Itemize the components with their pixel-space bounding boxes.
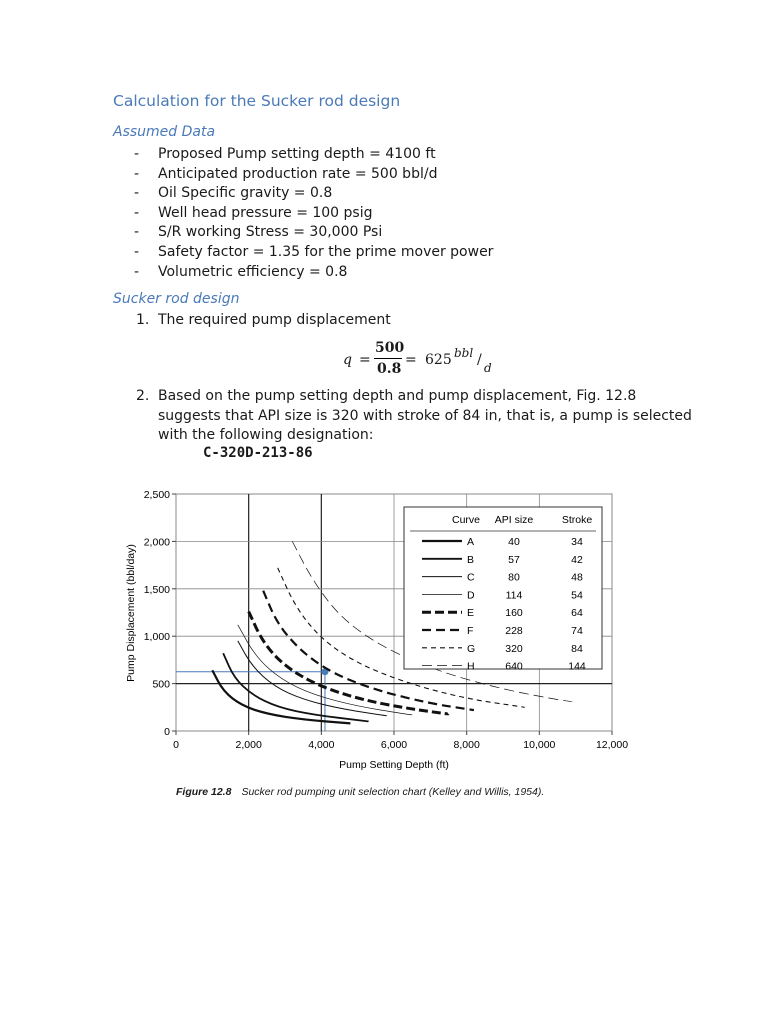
step-text: suggests that API size is 320 with stroke of 84 in, that is, a pump is selected (158, 407, 692, 424)
x-tick-label: 6,000 (380, 739, 408, 751)
sucker-rod-design-heading: Sucker rod design (113, 291, 240, 307)
formula-equals: = (359, 352, 371, 368)
fraction-bar (374, 358, 402, 359)
legend-api-size: 320 (505, 642, 523, 655)
legend-curve-label: B (467, 553, 475, 566)
chart-legend (404, 507, 602, 673)
x-tick-label: 4,000 (308, 739, 335, 751)
page-title: Calculation for the Sucker rod design (113, 92, 401, 110)
figure-label: Figure 12.8 (176, 786, 232, 798)
x-axis-label: Pump Setting Depth (ft) (339, 759, 449, 771)
legend-stroke: 48 (571, 571, 583, 584)
step-number: 2. (136, 388, 150, 404)
x-tick-label: 2,000 (235, 739, 262, 751)
assumed-data-heading: Assumed Data (113, 124, 216, 140)
legend-api-size: 228 (505, 625, 523, 637)
legend-api-size: 114 (505, 589, 523, 602)
x-tick-label: 8,000 (453, 739, 480, 751)
legend-api-size: 40 (508, 536, 520, 548)
step-number: 1. (136, 312, 150, 328)
step-text: with the following designation: (158, 427, 374, 444)
legend-stroke: 54 (571, 589, 583, 602)
legend-curve-label: H (467, 660, 475, 673)
y-tick-label: 2,500 (143, 489, 170, 501)
curve-b (223, 653, 368, 721)
legend-stroke: 64 (571, 607, 583, 620)
legend-stroke: 84 (571, 642, 583, 655)
formula-lhs: q (343, 352, 352, 368)
formula-result: 625 (425, 352, 452, 368)
formula-numerator: 500 (375, 340, 405, 356)
step-text: The required pump displacement (158, 312, 391, 328)
legend-api-size: 160 (505, 607, 523, 620)
legend-curve-label: F (467, 625, 474, 637)
legend-stroke: 74 (571, 625, 583, 637)
legend-curve-label: C (467, 571, 475, 584)
x-tick-label: 12,000 (595, 739, 629, 751)
y-tick-label: 1,000 (143, 631, 170, 644)
legend-api-size: 640 (505, 660, 523, 673)
formula-equals-2: = (405, 352, 417, 368)
legend-stroke: 42 (571, 553, 583, 566)
formula-unit-denominator: d (484, 361, 492, 375)
figure-caption (176, 786, 544, 798)
legend-curve-label: G (467, 642, 476, 655)
y-tick-label: 0 (164, 726, 170, 738)
legend-curve-label: D (467, 589, 475, 602)
step-text: Based on the pump setting depth and pump displacement, Fig. 12.8 (158, 388, 637, 404)
legend-stroke: 34 (571, 536, 583, 548)
curve-c (238, 641, 387, 716)
legend-api-size: 80 (508, 571, 520, 584)
pump-designation: C-320D-213-86 (203, 445, 313, 461)
legend-curve-label: A (467, 536, 475, 548)
legend-header: API size (494, 514, 534, 526)
y-axis-label: Pump Displacement (bbl/day) (125, 544, 137, 682)
formula-unit-numerator: bbl (454, 346, 474, 360)
legend-header: Curve (451, 514, 481, 526)
unit-slash: / (477, 352, 482, 368)
legend-header: Stroke (561, 514, 593, 526)
y-tick-label: 500 (152, 678, 170, 691)
formula-denominator: 0.8 (377, 361, 402, 377)
y-tick-label: 2,000 (143, 536, 170, 549)
y-tick-label: 1,500 (143, 583, 170, 596)
legend-api-size: 57 (508, 553, 520, 566)
legend-curve-label: E (467, 607, 475, 620)
pump-selection-chart (0, 480, 768, 780)
x-tick-label: 0 (173, 739, 179, 751)
x-tick-label: 10,000 (523, 739, 556, 751)
legend-stroke: 144 (568, 660, 586, 673)
figure-caption-text: Sucker rod pumping unit selection chart (Kelley and Willis, 1954). (241, 786, 545, 798)
